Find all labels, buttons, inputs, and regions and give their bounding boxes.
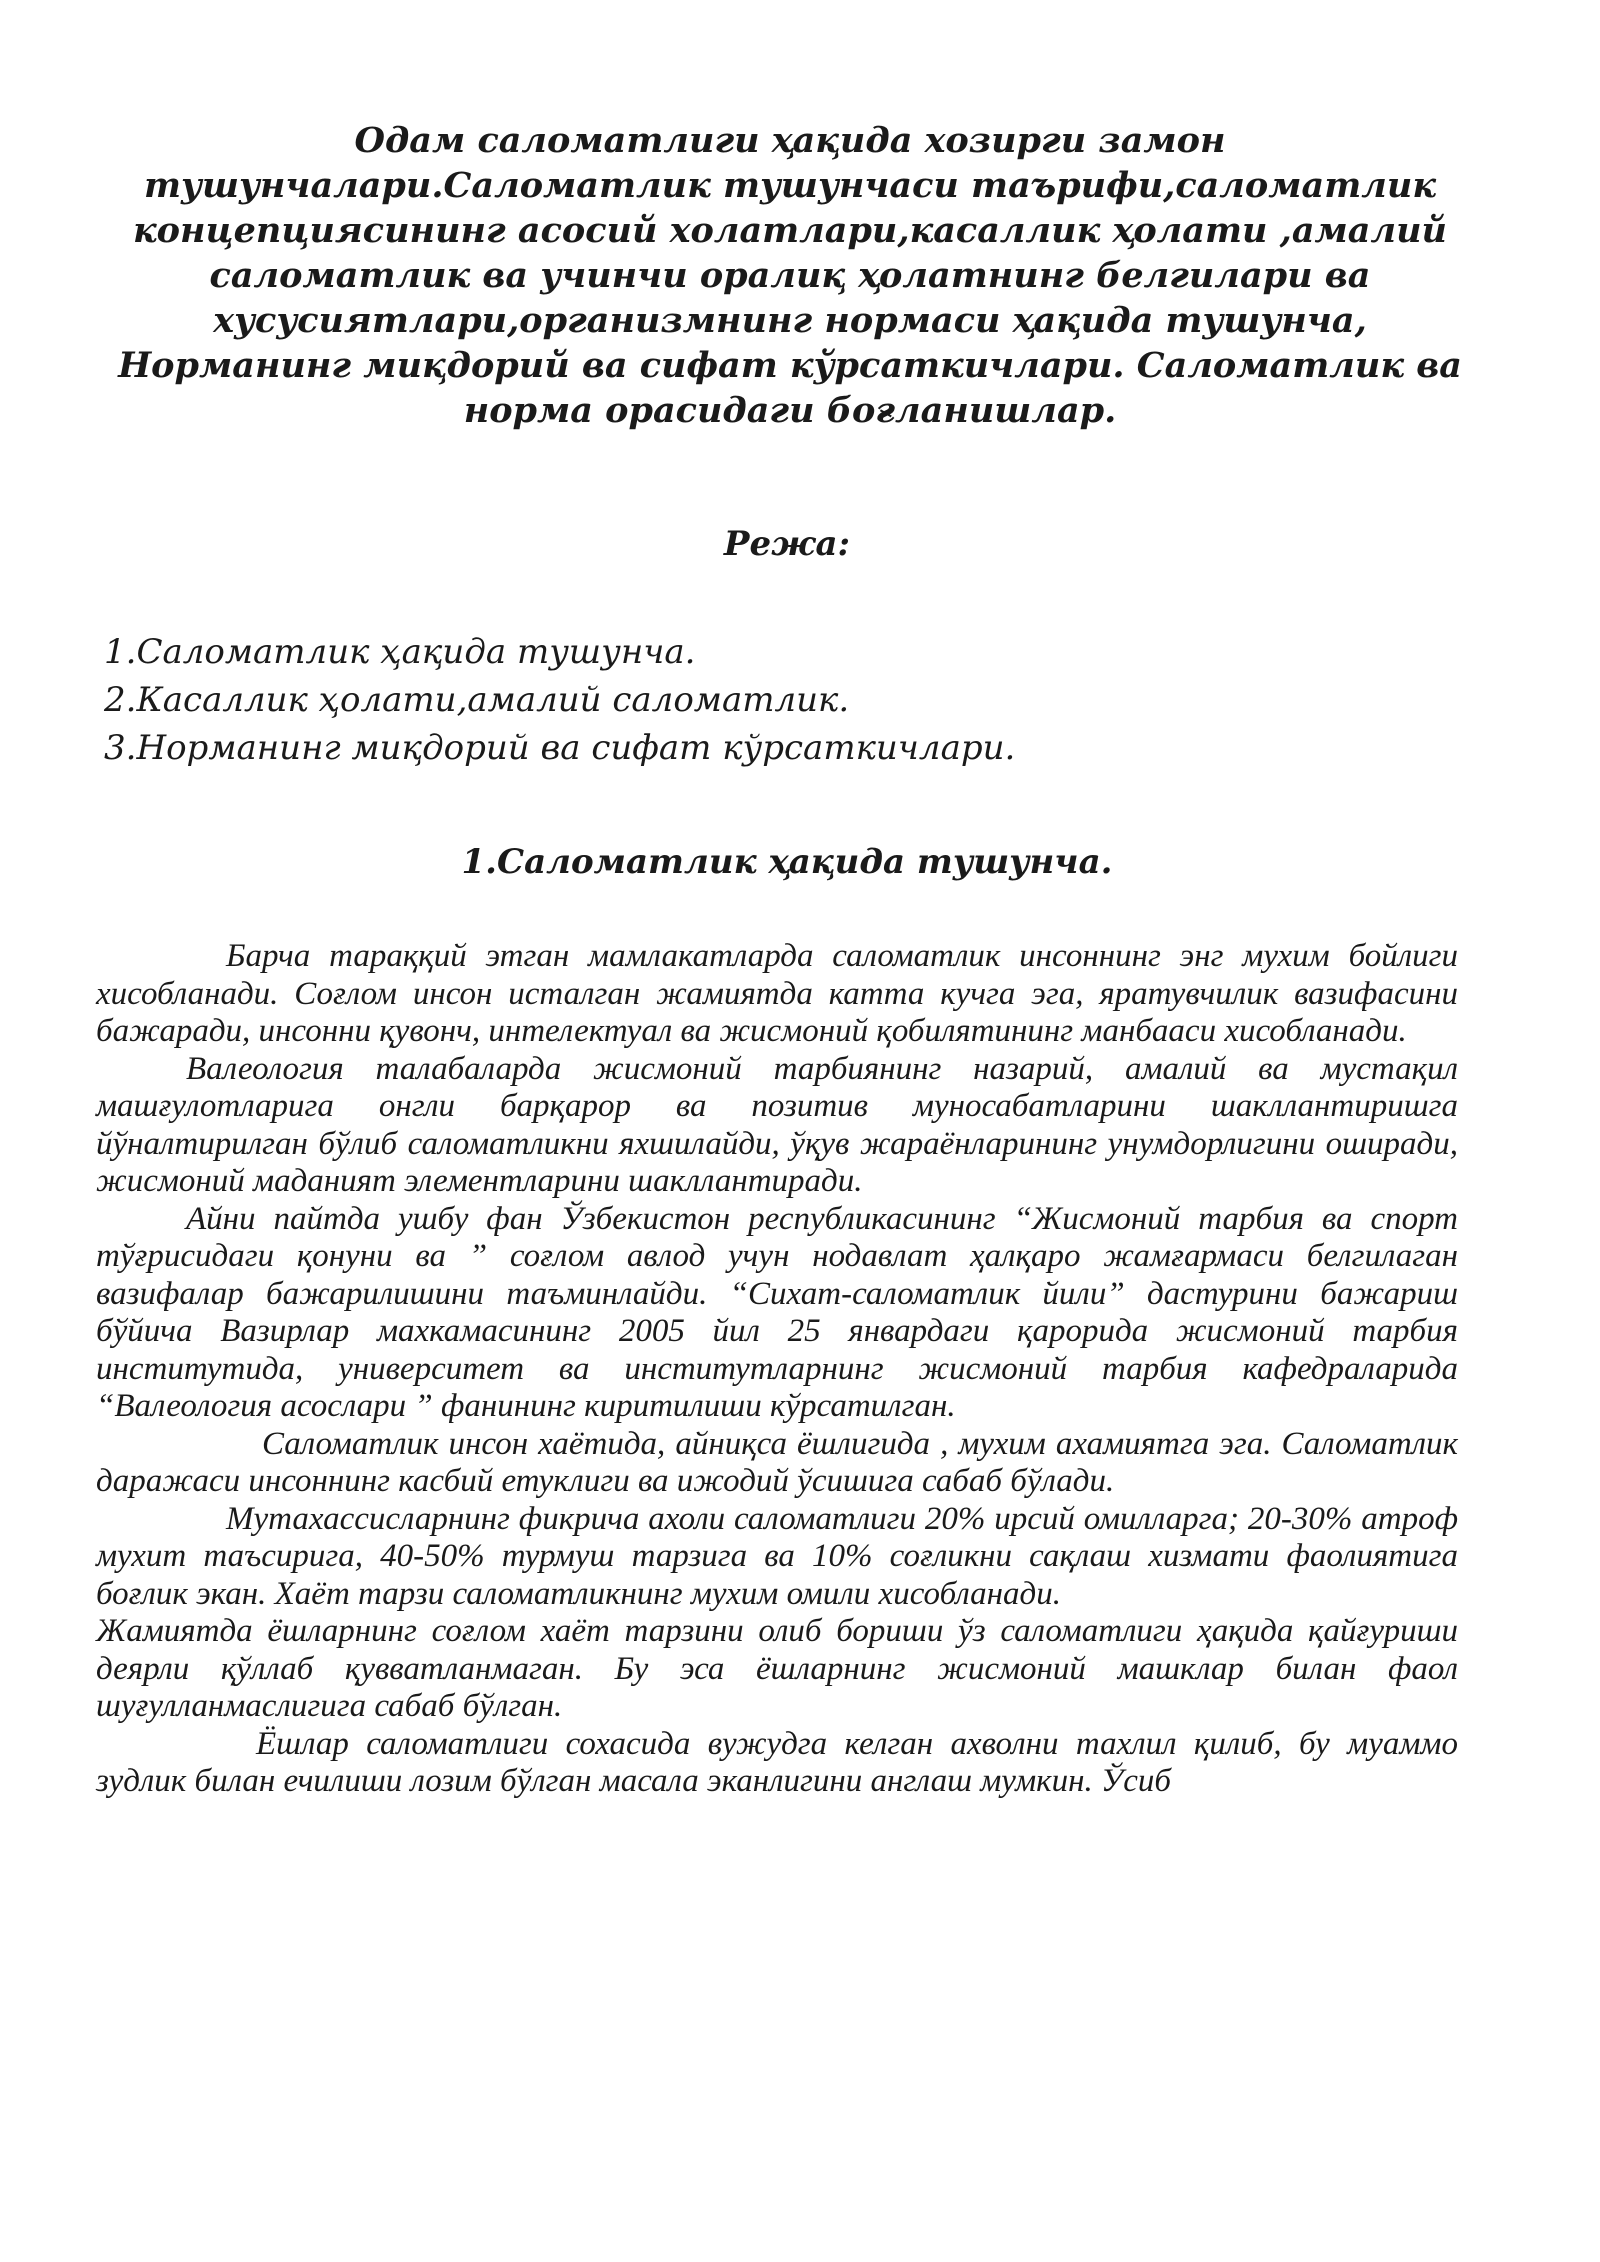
paragraph: Саломатлик инсон хаётида, айниқса ёшлигида , мухим ахамиятга эга. Саломатлик даражаси инсоннинг касбий етуклиги ва ижодий ўсишига сабаб бўлади. [96,1425,1458,1499]
paragraph: Валеология талабаларда жисмоний тарбиянинг назарий, амалий ва мустақил машғулотларига онгли барқарор ва позитив муносабатларини шакллантиришга йўналтирилган бўлиб саломатликни яхшилайди, ўқув жараёнларининг унумдорлигини оширади, жисмоний маданият элементларини шакллантиради. [96,1050,1458,1199]
title-line: норма орасидаги боғланишлар. [463,390,1117,431]
section-heading: 1.Саломатлик ҳақида тушунча. [461,842,1113,882]
title-line: Одам саломатлиги ҳақида хозирги замон [354,120,1226,161]
paragraph: Ёшлар саломатлиги сохасида вужудга келган ахволни тахлил қилиб, бу муаммо зудлик билан ечилиши лозим бўлган масала эканлигини англаш мумкин. Ўсиб [96,1725,1458,1799]
plan-item: 3.Норманинг миқдорий ва сифат кўрсаткичлари. [104,728,1016,768]
title-line: концепциясининг асосий холатлари,касаллик ҳолати ,амалий [133,210,1447,251]
plan-list [104,628,1015,772]
paragraph: Жамиятда ёшларнинг соғлом хаёт тарзини олиб бориши ўз саломатлиги ҳақида қайғуриши деярли қўллаб қувватланмаган. Бу эса ёшларнинг жисмоний машклар билан фаол шуғулланмаслигига сабаб бўлган. [96,1613,1458,1724]
paragraph: Барча тараққий этган мамлакатларда саломатлик инсоннинг энг мухим бойлиги хисобланади. Соғлом инсон исталган жамиятда катта кучга эга, яратувчилик вазифасини бажаради, инсонни қувонч, интелектуал ва жисмоний қобилятининг манбааси хисобланади. [96,938,1458,1049]
title-line: Норманинг миқдорий ва сифат кўрсаткичлари. Саломатлик ва [118,345,1462,386]
title-line: саломатлик ва учинчи оралиқ ҳолатнинг белгилари ва [209,255,1371,296]
plan-item: 1.Саломатлик ҳақида тушунча. [104,632,696,672]
document-title [90,118,1490,433]
title-line: тушунчалари.Саломатлик тушунчаси таърифи,саломатлик [143,165,1437,206]
title-line: хусусиятлари,организмнинг нормаси ҳақида тушунча, [213,300,1367,341]
paragraph: Айни пайтда ушбу фан Ўзбекистон республикасининг “Жисмоний тарбия ва спорт тўғрисидаги қонуни ва ” соғлом авлод учун нодавлат ҳалқаро жамғармаси белгилаган вазифалар бажарилишини таъминлайди. “Сихат-саломатлик йили” дастурини бажариш бўйича Вазирлар махкамасининг 2005 йил 25 январдаги қарорида жисмоний тарбия институтида, университет ва институтларнинг жисмоний тарбия кафедраларида “Валеология асослари ” фанининг киритилиши кўрсатилган. [96,1200,1458,1424]
plan-heading: Режа: [723,524,851,564]
paragraph: Мутахассисларнинг фикрича ахоли саломатлиги 20% ирсий омилларга; 20-30% атроф мухит таъсирига, 40-50% турмуш тарзига ва 10% соғликни сақлаш хизмати фаолиятига боғлик экан. Хаёт тарзи саломатликнинг мухим омили хисобланади. [96,1500,1458,1612]
plan-item: 2.Касаллик ҳолати,амалий саломатлик. [104,680,850,720]
body-text [96,938,1458,1801]
